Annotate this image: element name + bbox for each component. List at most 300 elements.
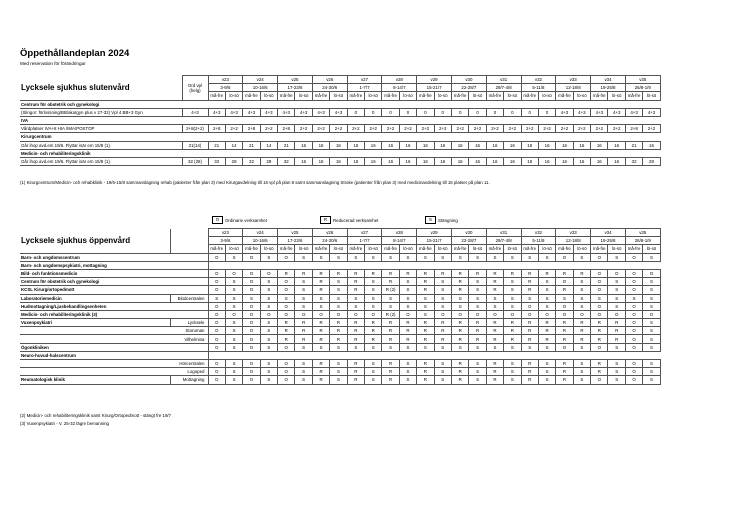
day-header: lö-sö	[608, 245, 625, 253]
status-cell: O	[556, 310, 573, 318]
status-cell: S	[469, 302, 486, 310]
bed-count: 0	[417, 108, 434, 116]
table-row	[20, 125, 660, 133]
status-cell: R	[556, 286, 573, 294]
status-cell: S	[469, 294, 486, 302]
day-header: lö-sö	[260, 245, 277, 253]
status-cell: R	[573, 319, 590, 327]
status-cell: S	[469, 278, 486, 286]
bed-count: 2+2	[295, 125, 312, 133]
status-cell: R	[434, 327, 451, 335]
status-cell: S	[643, 360, 660, 368]
bed-count: 16	[486, 141, 503, 149]
status-cell: O	[625, 253, 642, 261]
bed-count: 21	[208, 141, 225, 149]
status-cell: R	[486, 376, 503, 384]
status-cell: O	[243, 327, 260, 335]
status-cell: R	[486, 368, 503, 376]
status-cell: R	[347, 360, 364, 368]
status-cell: S	[469, 376, 486, 384]
status-cell: O	[278, 286, 295, 294]
status-cell: S	[225, 335, 242, 343]
status-cell: S	[365, 360, 382, 368]
status-cell: S	[538, 343, 555, 351]
status-cell: S	[225, 368, 242, 376]
status-cell: O	[243, 368, 260, 376]
status-cell: S	[521, 343, 538, 351]
bed-count: 2+2	[451, 125, 468, 133]
status-cell: S	[417, 294, 434, 302]
status-cell: S	[365, 343, 382, 351]
status-cell: R	[504, 319, 521, 327]
status-cell: S	[608, 294, 625, 302]
page-subtitle: Med reservation för förändringar	[20, 61, 86, 66]
status-cell: O	[643, 269, 660, 277]
status-cell: S	[295, 343, 312, 351]
day-header: lö-sö	[260, 92, 277, 100]
status-cell: S	[573, 376, 590, 384]
status-cell: O	[625, 286, 642, 294]
day-header: må-fre	[591, 245, 608, 253]
day-header: lö-sö	[538, 92, 555, 100]
day-header: må-fre	[312, 245, 329, 253]
status-cell: O	[625, 376, 642, 384]
status-cell: O	[208, 360, 225, 368]
bed-count: 16	[312, 141, 329, 149]
status-cell: S	[399, 368, 416, 376]
status-cell: R	[365, 335, 382, 343]
status-cell: R	[451, 286, 468, 294]
status-cell: S	[365, 286, 382, 294]
status-cell: R	[451, 360, 468, 368]
status-cell: R	[521, 319, 538, 327]
status-cell: S	[608, 286, 625, 294]
header-spacer	[170, 229, 208, 254]
status-cell: S	[538, 253, 555, 261]
day-header: må-fre	[486, 92, 503, 100]
status-cell: R	[538, 335, 555, 343]
status-cell: S	[643, 294, 660, 302]
status-cell: S	[330, 302, 347, 310]
status-cell: S	[434, 360, 451, 368]
bed-count: 16	[330, 141, 347, 149]
day-header: må-fre	[347, 245, 364, 253]
bed-count: 0	[538, 108, 555, 116]
status-cell: S	[365, 368, 382, 376]
status-cell: S	[330, 294, 347, 302]
status-cell: S	[643, 376, 660, 384]
bed-count: 2+2	[434, 125, 451, 133]
unit-sub: Mottagning	[170, 376, 208, 384]
status-cell: O	[208, 302, 225, 310]
status-cell: S	[538, 368, 555, 376]
bed-count: 16	[573, 157, 590, 165]
legend-code: R	[320, 216, 331, 224]
status-cell: R	[347, 376, 364, 384]
status-cell: O	[330, 310, 347, 318]
status-cell: S	[573, 302, 590, 310]
bed-count: 2+2	[399, 125, 416, 133]
status-cell: S	[225, 253, 242, 261]
week-header: v33	[556, 229, 591, 237]
status-cell: R	[538, 269, 555, 277]
status-cell: R	[556, 269, 573, 277]
status-cell: S	[365, 294, 382, 302]
status-cell: S	[330, 278, 347, 286]
status-cell: O	[278, 278, 295, 286]
week-header: v35	[625, 229, 660, 237]
week-header: v31	[486, 76, 521, 84]
day-header: må-fre	[591, 92, 608, 100]
bed-count: 14	[225, 141, 242, 149]
unit-name: Bild- och funktionsmedicin	[20, 269, 208, 277]
status-cell: R	[521, 286, 538, 294]
inpatient-table	[20, 75, 661, 166]
bed-count: 16	[399, 141, 416, 149]
week-header: v30	[451, 229, 486, 237]
status-cell: R	[486, 360, 503, 368]
status-cell: R	[347, 327, 364, 335]
unit-name: Neuro-huvud-halscentrum	[20, 351, 208, 359]
bed-count: 16	[382, 141, 399, 149]
status-cell: S	[312, 294, 329, 302]
status-cell: R	[521, 376, 538, 384]
status-cell: R	[330, 327, 347, 335]
bed-count: 32	[278, 157, 295, 165]
status-cell: O	[208, 269, 225, 277]
date-header: 12-18/8	[556, 84, 591, 92]
bed-count: 16	[486, 157, 503, 165]
status-cell: R	[521, 269, 538, 277]
unit-sub: Storuman	[20, 327, 208, 335]
bed-count: 21	[243, 141, 260, 149]
status-cell: S	[469, 286, 486, 294]
status-cell: R	[538, 327, 555, 335]
unit-name: Kirurgcentrum	[20, 133, 660, 141]
status-cell: S	[608, 360, 625, 368]
status-cell: R	[469, 327, 486, 335]
bed-count: 2+2	[347, 125, 364, 133]
bed-count: 2+2	[225, 125, 242, 133]
status-cell: O	[243, 310, 260, 318]
status-cell: O	[625, 360, 642, 368]
status-cell: R	[556, 368, 573, 376]
bed-count: 4+3	[278, 108, 295, 116]
status-cell: S	[504, 376, 521, 384]
bed-count: 16	[382, 157, 399, 165]
status-cell: R	[451, 376, 468, 384]
week-header: v34	[591, 229, 626, 237]
date-header: 29/7-4/8	[486, 84, 521, 92]
status-cell: S	[208, 294, 225, 302]
status-cell: O	[608, 269, 625, 277]
bed-count: 16	[417, 141, 434, 149]
status-cell: S	[538, 294, 555, 302]
status-cell: O	[625, 310, 642, 318]
status-cell: S	[382, 302, 399, 310]
status-cell: S	[365, 253, 382, 261]
status-cell: O	[469, 310, 486, 318]
status-cell: R	[504, 327, 521, 335]
date-header: 19-25/8	[591, 84, 626, 92]
day-header: må-fre	[382, 92, 399, 100]
unit-note: Går ihop avd.em 19/6. Flyttar isär em 15/8 (1)	[20, 141, 182, 149]
status-cell: S	[434, 302, 451, 310]
status-cell: R	[399, 319, 416, 327]
bed-count: 32	[243, 157, 260, 165]
bed-count: 28	[260, 157, 277, 165]
status-cell: S	[538, 360, 555, 368]
date-header: 3-9/6	[208, 84, 243, 92]
status-cell: R	[608, 327, 625, 335]
status-cell: S	[382, 343, 399, 351]
status-cell: O	[243, 302, 260, 310]
status-cell: S	[643, 278, 660, 286]
bed-count: 2+2	[469, 125, 486, 133]
legend-label: Ordinarie verksamhet	[225, 217, 267, 223]
bed-count: 16	[538, 141, 555, 149]
status-cell: R	[278, 269, 295, 277]
status-cell: O	[278, 368, 295, 376]
status-cell: S	[260, 319, 277, 327]
table-row	[20, 360, 660, 368]
status-cell: R	[451, 327, 468, 335]
status-cell: R	[486, 319, 503, 327]
status-cell: R	[434, 269, 451, 277]
status-cell: O	[243, 360, 260, 368]
status-cell: R	[399, 327, 416, 335]
bed-count: 2+2	[382, 125, 399, 133]
bed-count: 28	[225, 157, 242, 165]
status-cell: S	[573, 360, 590, 368]
status-cell: R	[295, 319, 312, 327]
status-cell: S	[260, 327, 277, 335]
day-header: lö-sö	[504, 92, 521, 100]
status-cell: R	[486, 278, 503, 286]
week-header: v32	[521, 76, 556, 84]
status-cell: R	[434, 319, 451, 327]
bed-count: 2+2	[573, 125, 590, 133]
status-cell: O	[260, 310, 277, 318]
status-cell: O	[260, 269, 277, 277]
unit-name: Barn- och ungdomspsykiatri, mottagning	[20, 261, 208, 269]
unit-name: Centrum för obstetrik och gynekologi	[20, 100, 660, 108]
status-cell: R	[417, 368, 434, 376]
status-cell: R	[556, 335, 573, 343]
day-header: må-fre	[521, 245, 538, 253]
outpatient-footnote-2: (2) Medicin- och rehabiliteringsklinik samt Kirurg/Ortopedmott - stängt fre 19/7	[20, 413, 172, 418]
bed-count: 2+2	[608, 125, 625, 133]
inpatient-footnote: (1) Kirurgcentrum/Medicin- och rehabklinik - 19/6-15/8 sammanslagning rehab (patienter från plan 3) med Kirurgavdelning till 16 vpl på plan 8 samt sammanslagning Stroke (patienter från plan 3) med medicinavdelning till 16 platser på plan 11.	[20, 180, 490, 185]
status-cell: O	[591, 269, 608, 277]
status-cell: S	[312, 302, 329, 310]
status-cell: S	[573, 253, 590, 261]
status-cell: R	[312, 376, 329, 384]
status-cell: R	[278, 335, 295, 343]
legend-label: Stängning	[438, 217, 458, 223]
table-row	[20, 278, 660, 286]
empty-cells	[208, 261, 660, 269]
status-cell: R	[469, 269, 486, 277]
status-cell: S	[643, 253, 660, 261]
bed-count: 0	[347, 108, 364, 116]
status-cell: O	[625, 335, 642, 343]
table-row	[20, 368, 660, 376]
status-cell: S	[295, 360, 312, 368]
date-header: 22-28/7	[451, 237, 486, 245]
status-cell: O	[591, 376, 608, 384]
status-cell: O	[208, 335, 225, 343]
status-cell: S	[330, 286, 347, 294]
status-cell: S	[260, 368, 277, 376]
date-header: 5-11/8	[521, 84, 556, 92]
status-cell: S	[260, 286, 277, 294]
status-cell: S	[295, 368, 312, 376]
status-cell: R	[504, 269, 521, 277]
status-cell: O	[208, 376, 225, 384]
day-header: lö-sö	[434, 92, 451, 100]
date-header: 10-16/6	[243, 84, 278, 92]
bed-count: 16	[538, 157, 555, 165]
legend-code: O	[212, 216, 223, 224]
status-cell: O	[208, 368, 225, 376]
status-cell: S	[608, 368, 625, 376]
status-cell: S	[295, 302, 312, 310]
status-cell: S	[591, 294, 608, 302]
status-cell: O	[625, 327, 642, 335]
status-cell: R	[451, 368, 468, 376]
bed-count: 16	[504, 141, 521, 149]
status-cell: R	[504, 335, 521, 343]
status-cell: O	[625, 278, 642, 286]
bed-count: 2+2	[504, 125, 521, 133]
bed-count: 0	[365, 108, 382, 116]
week-header: v25	[278, 76, 313, 84]
status-cell: R	[451, 269, 468, 277]
week-header: v33	[556, 76, 591, 84]
bed-count: 4+3	[573, 108, 590, 116]
status-cell: S	[225, 302, 242, 310]
status-cell: O	[504, 310, 521, 318]
bed-count: 16	[451, 141, 468, 149]
legend-closed	[425, 216, 458, 224]
status-cell: O	[591, 253, 608, 261]
bed-count: 16	[608, 141, 625, 149]
bed-count: 2+8	[208, 125, 225, 133]
status-cell: R	[521, 368, 538, 376]
status-cell: O	[643, 310, 660, 318]
status-cell: R	[417, 335, 434, 343]
unit-name: Vuxenpsykiatri	[20, 319, 170, 327]
status-cell: S	[538, 376, 555, 384]
status-cell: R	[312, 319, 329, 327]
bed-count: 0	[486, 108, 503, 116]
status-cell: O	[434, 310, 451, 318]
status-cell: R	[382, 376, 399, 384]
day-header: lö-sö	[573, 92, 590, 100]
status-cell: O	[556, 278, 573, 286]
status-cell: R	[556, 319, 573, 327]
bed-count: 4+3	[312, 108, 329, 116]
status-cell: R	[417, 269, 434, 277]
status-cell: O	[625, 319, 642, 327]
status-cell: O	[208, 286, 225, 294]
status-cell: O	[278, 253, 295, 261]
status-cell: R	[365, 269, 382, 277]
status-cell: S	[538, 302, 555, 310]
status-cell: R	[521, 360, 538, 368]
status-cell: O	[243, 319, 260, 327]
status-cell: R	[451, 319, 468, 327]
ord-value: 4+3	[182, 108, 208, 116]
day-header: lö-sö	[365, 92, 382, 100]
bed-count: 0	[504, 108, 521, 116]
status-cell: S	[417, 253, 434, 261]
status-cell: R	[347, 286, 364, 294]
bed-count: 28	[643, 157, 660, 165]
status-cell: S	[608, 376, 625, 384]
status-cell: S	[399, 253, 416, 261]
status-cell: R	[278, 327, 295, 335]
status-cell: O	[486, 310, 503, 318]
status-cell: O	[521, 310, 538, 318]
status-cell: R	[312, 286, 329, 294]
status-cell: O	[208, 253, 225, 261]
day-header: må-fre	[243, 245, 260, 253]
status-cell: S	[643, 286, 660, 294]
date-header: 24-30/6	[312, 84, 347, 92]
status-cell: O	[208, 310, 225, 318]
table-row	[20, 108, 660, 116]
status-cell: R	[451, 278, 468, 286]
status-cell: R	[451, 335, 468, 343]
table-row	[20, 343, 660, 351]
day-header: lö-sö	[225, 92, 242, 100]
day-header: lö-sö	[399, 92, 416, 100]
status-cell: S	[573, 286, 590, 294]
page-title: Öppethållandeplan 2024	[20, 48, 130, 59]
outpatient-footnote-3: (3) Vuxenpsykiatri - V. 25-32 lägre bemanning	[20, 421, 109, 426]
bed-count: 16	[573, 141, 590, 149]
legend-reduced	[320, 216, 378, 224]
status-cell: R	[382, 319, 399, 327]
status-cell: S	[312, 343, 329, 351]
status-cell: S	[330, 343, 347, 351]
status-cell: S	[504, 278, 521, 286]
status-cell: S	[451, 294, 468, 302]
status-cell: S	[608, 343, 625, 351]
status-cell: O	[243, 376, 260, 384]
status-cell: O	[243, 286, 260, 294]
day-header: må-fre	[312, 92, 329, 100]
status-cell: R	[434, 335, 451, 343]
status-cell: S	[225, 294, 242, 302]
week-header: v27	[347, 229, 382, 237]
unit-name: Ögonkliniken	[20, 343, 208, 351]
status-cell: R	[521, 335, 538, 343]
status-cell: O	[625, 368, 642, 376]
status-cell: S	[295, 376, 312, 384]
status-cell: R	[382, 335, 399, 343]
day-header: lö-sö	[504, 245, 521, 253]
week-header: v24	[243, 76, 278, 84]
status-cell: S	[399, 343, 416, 351]
day-header: lö-sö	[434, 245, 451, 253]
table-heading: Lycksele sjukhus slutenvård	[20, 76, 182, 101]
status-cell: R	[399, 269, 416, 277]
status-cell: S	[399, 302, 416, 310]
status-cell: R	[486, 327, 503, 335]
